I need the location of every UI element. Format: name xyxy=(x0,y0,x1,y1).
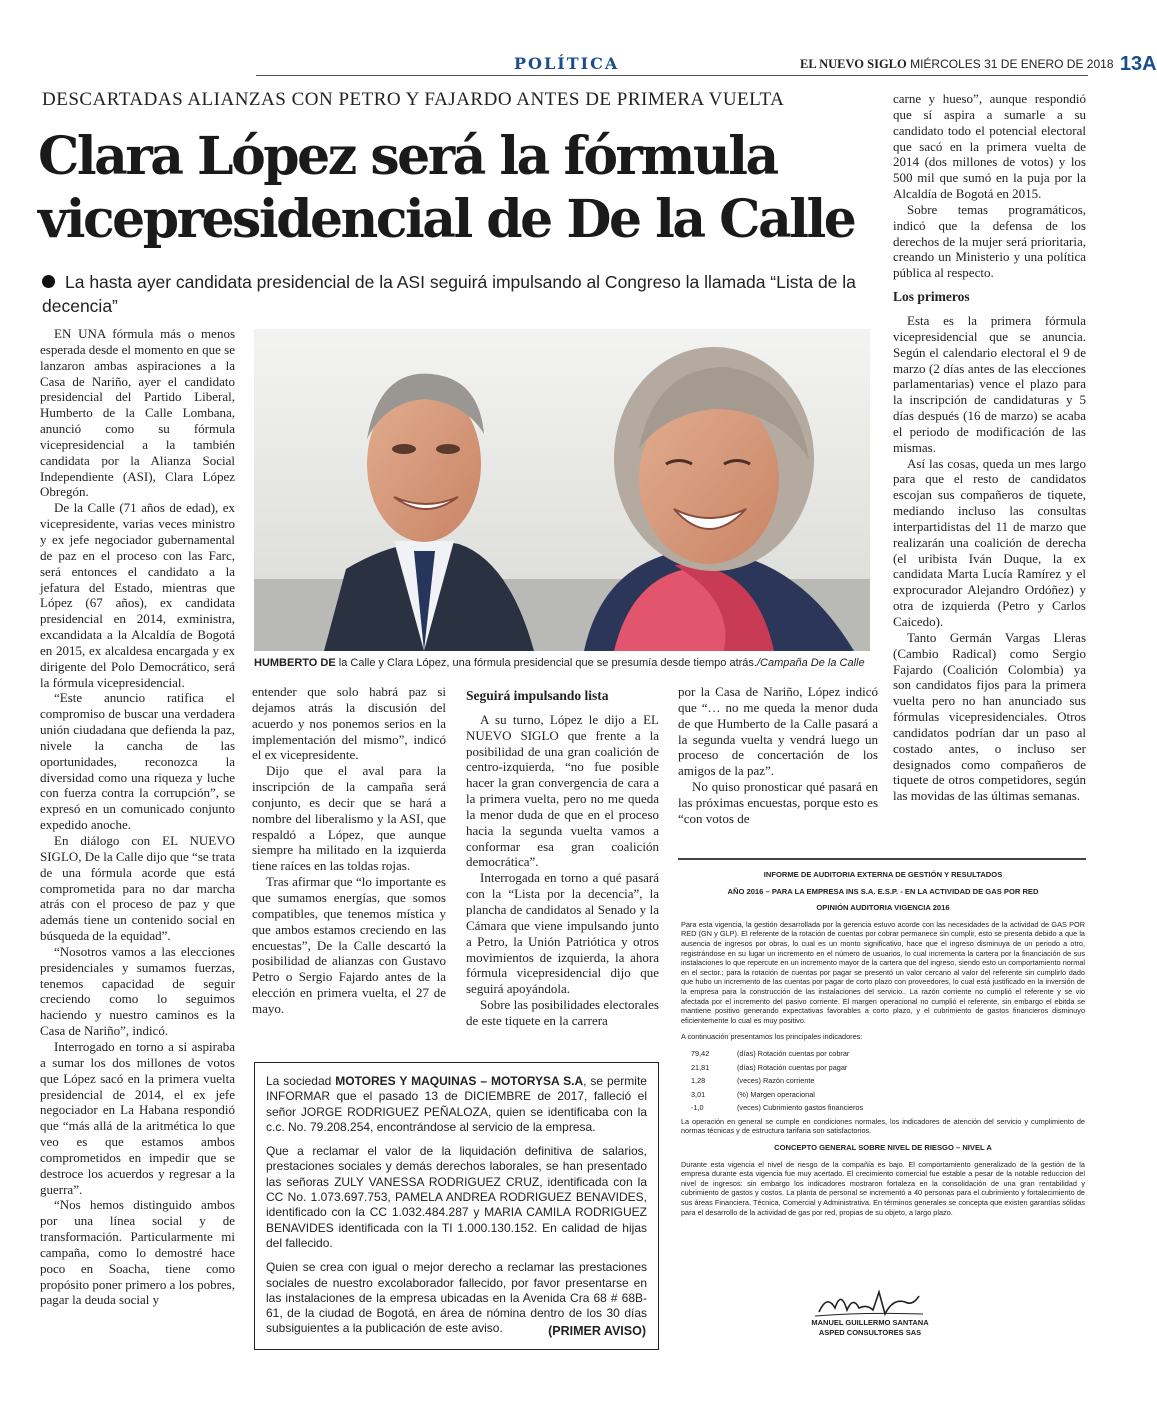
indicator-row xyxy=(681,1049,1085,1059)
paragraph: entender que solo habrá paz si dejamos atrás la discusión del acuerdo y nos ponemos serios en la implementación del mismo”, indicó el ex vicepresidente. xyxy=(252,684,446,763)
paragraph: Esta es la primera fórmula vicepresidencial que se anuncia. Según el calendario electoral el 9 de marzo (2 días antes de las elecciones parlamentarias) vence el plazo para la inscripción de candidaturas y 5 días después (16 de marzo) se acaba el periodo de modificación de las mismas. xyxy=(893,312,1086,455)
audit-title-1: INFORME DE AUDITORIA EXTERNA DE GESTIÓN Y RESULTADOS xyxy=(763,870,1003,879)
audit-body-3: La operación en general se cumple en condiciones normales, los indicadores de atención del servicio y cumplimiento de normas técnicas y de estructura tarifaria son satisfactorios. xyxy=(681,1116,1085,1136)
kicker: DESCARTADAS ALIANZAS CON PETRO Y FAJARDO ANTES DE PRIMERA VUELTA xyxy=(42,89,785,110)
paragraph: Tanto Germán Vargas Lleras (Cambio Radical) como Sergio Fajardo (Coalición Colombia) ya son candidatos fijos para la primera vuelta pero no han anunciado sus fórmulas vicepresidenciales. Otros candidatos podrían dar un paso al costado antes, o incluso ser designados como compañeros de tiquete de otros competidores, según las movidas de las últimas semanas. xyxy=(893,629,1086,804)
issue-date: MIÉRCOLES 31 DE ENERO DE 2018 xyxy=(910,57,1114,71)
audit-title-4: CONCEPTO GENERAL SOBRE NIVEL DE RIESGO – NIVEL A xyxy=(774,1143,992,1153)
article-column-5 xyxy=(893,91,1086,804)
article-photo xyxy=(254,329,870,651)
indicator-label: (veces) Razón corriente xyxy=(737,1076,815,1086)
paragraph: EN UNA fórmula más o menos esperada desde el momento en que se lanzaron ambas aspiraciones a la Casa de Nariño, ayer el candidato presidencial del Partido Liberal, Humberto de la Calle Lombana, anunció como su fórmula vicepresidencial a la también candidata por la Alianza Social Independiente (ASI), Clara López Obregón. xyxy=(40,326,235,500)
indicator-value: -1,0 xyxy=(691,1103,704,1113)
notice-paragraph-2: Que a reclamar el valor de la liquidación definitiva de salarios, prestaciones sociales y demás derechos laborales, se han presentado las señoras ZULY VANESSA RODRIGUEZ CRUZ, identificada con la CC No. 1.073.697.753, PAMELA ANDREA RODRIGUEZ BENAVIDES, identificado con la CC 1.032.484.287 y MARIA CAMILA RODRIGUEZ BENAVIDES identificada con la TI 1.000.130.152. En calidad de hijas del fallecido. xyxy=(266,1144,647,1250)
signer-name: MANUEL GUILLERMO SANTANA xyxy=(811,1318,929,1327)
indicator-label: (días) Rotación cuentas por pagar xyxy=(737,1062,848,1072)
section-label: POLÍTICA xyxy=(514,54,620,73)
paragraph: “Este anuncio ratifica el compromiso de buscar una verdadera unión ciudadana que defienda la paz, nivele la cancha de las oportunidades, reconozca la diversidad como una riqueza y luche con fuerza contra la corrupción”, se expresó en un comunicado conjunto expedido anoche. xyxy=(40,690,235,833)
header-rule xyxy=(256,75,1088,76)
paragraph: A su turno, López le dijo a EL NUEVO SIGLO que frente a la posibilidad de una gran coalición de centro-izquierda, “no fue posible hacer la gran convergencia de cara a la primera vuelta, pero no me queda la menor duda de que en el proceso hacia la segunda vuelta vamos a conformar esa gran coalición democrática”. xyxy=(466,711,659,870)
paragraph: Sobre las posibilidades electorales de este tiquete en la carrera xyxy=(466,997,659,1028)
article-column-4 xyxy=(678,684,878,827)
caption-credit: /Campaña De la Calle xyxy=(757,657,865,669)
audit-signer xyxy=(760,1318,980,1338)
audit-body-4: Durante esta vigencia el nivel de riesgo de la compañía es bajo. El comportamiento generalizado de la gestión de la empresa durante esta vigencia fue muy acertado. El crecimiento comercial fue estable a pesar de la notable reduccion del nivel de ingresos: sin embargo los indicadores mostraron fortaleza en la consolidación de una gran rentabilidad y cubrimiento de gastos y costos. La planta de personal se incrementó a 40 personas para el cubrimiento y fortalecimiento de sus áreas Financiera, Técnica, Comercial y Administrativa. En términos generales se concepta que existen garantías sólidas para el desarrollo de la actividad de gas por red, propias de su objeto, a largo plazo. xyxy=(681,1159,1085,1217)
audit-report xyxy=(681,870,1085,1224)
paragraph: Interrogada en torno a qué pasará con la “Lista por la decencia”, la plancha de candidatos al Senado y la Cámara que viene impulsando junto a Petro, la Unión Patriótica y otros movimientos de izquierda, la ahora fórmula vicepresidencial dijo que seguirá apoyándola. xyxy=(466,870,659,997)
audit-rule xyxy=(678,858,1086,860)
indicator-label: (veces) Cubrimiento gastos financieros xyxy=(737,1103,864,1113)
subheading: Los primeros xyxy=(893,289,970,305)
paragraph: De la Calle (71 años de edad), ex vicepresidente, varias veces ministro y ex jefe negociador gubernamental de paz en el proceso con las Farc, será entonces el candidato a la jefatura del Estado, mientras que López (67 años), ex candidata presidencial en 2014, exministra, excandidata a la Alcaldía de Bogotá en 2015, ex alcaldesa encargada y ex dirigente del Polo Democrático, será la fórmula vicepresidencial. xyxy=(40,500,235,690)
article-column-1 xyxy=(40,326,235,1308)
article-column-3 xyxy=(466,684,659,1029)
indicator-row xyxy=(681,1103,1085,1113)
subhead-text: La hasta ayer candidata presidencial de la ASI seguirá impulsando al Congreso la llamada “Lista de la decencia” xyxy=(42,272,856,316)
indicator-value: 3,01 xyxy=(691,1089,706,1099)
audit-body-2: A continuación presentamos los principales indicadores: xyxy=(681,1032,863,1042)
paper-name: EL NUEVO SIGLO xyxy=(800,57,907,71)
headline-line-1: Clara López será la fórmula xyxy=(38,126,777,187)
paragraph: En diálogo con EL NUEVO SIGLO, De la Calle dijo que “se trata de una fórmula acorde que está comprometida para no dar marcha atrás con el proceso de paz y que además tiene un contenido social en búsqueda de la equidad”. xyxy=(40,833,235,944)
caption-text: la Calle y Clara López, una fórmula presidencial que se presumía desde tiempo atrás. xyxy=(335,657,757,669)
company-name: MOTORES Y MAQUINAS – MOTORYSA S.A xyxy=(335,1074,584,1088)
paragraph: carne y hueso”, aunque respondió que sí aspira a sumarle a su candidato todo el potencial electoral que sacó en la primera vuelta de 2014 (dos millones de votos) y los 500 mil que sumó en la puja por la Alcaldía de Bogotá en 2015. xyxy=(893,91,1086,202)
indicator-row xyxy=(681,1090,1085,1100)
indicator-label: (días) Rotación cuentas por cobrar xyxy=(737,1048,850,1058)
photo-illustration xyxy=(254,329,870,651)
indicator-list xyxy=(681,1049,1085,1113)
audit-title-3: OPINIÓN AUDITORIA VIGENCIA 2016 xyxy=(816,903,950,913)
notice-paragraph-1 xyxy=(266,1074,647,1135)
subheading: Seguirá impulsando lista xyxy=(466,688,609,703)
page-number: 13A xyxy=(1119,53,1157,75)
paragraph: “Nosotros vamos a las elecciones presidenciales y sumamos fuerzas, tenemos capacidad de seguir creciendo como lo seguimos haciendo y nuestro caminos es la Casa de Nariño”, indicó. xyxy=(40,943,235,1039)
headline xyxy=(38,125,883,251)
subhead xyxy=(42,270,882,318)
indicator-value: 1,28 xyxy=(691,1076,706,1086)
photo-caption xyxy=(254,657,874,669)
paragraph: “Nos hemos distinguido ambos por una línea social y de transformación. Particularmente mi campaña, como lo demostré hace poco en Soacha, tiene como propósito poner primero a los pobres, pagar la deuda social y xyxy=(40,1197,235,1308)
indicator-value: 79,42 xyxy=(691,1048,710,1058)
notice-paragraph-3: Quien se crea con igual o mejor derecho a reclamar las prestaciones sociales de nuestro excolaborador fallecido, por favor presentarse en las instalaciones de la empresa ubicadas en la Avenida Cra 68 # 68B-61, de la ciudad de Bogotá, en área de nómina dentro de los 30 días subsiguientes a la publicación de este aviso. xyxy=(266,1260,647,1336)
paragraph: por la Casa de Nariño, López indicó que “… no me queda la menor duda de que Humberto de la Calle pasará a la segunda vuelta y vendrá luego un proceso de concertación de los amigos de la paz”. xyxy=(678,684,878,779)
paragraph: Dijo que el aval para la inscripción de la campaña será conjunto, es decir que se hará a nombre del liberalismo y la ASI, que respaldó a López, que aunque siempre ha militado en la izquierda tiene raíces en las toldas rojas. xyxy=(252,763,446,874)
article-column-2 xyxy=(252,684,446,1017)
indicator-row xyxy=(681,1063,1085,1073)
paragraph: Tras afirmar que “lo importante es que sumamos energías, que somos compatibles, que tenemos mística y que ambos estamos creciendo en las encuestas”, De la Calle descartó la posibilidad de alianzas con Gustavo Petro o Sergio Fajardo antes de la elección en primera vuelta, el 27 de mayo. xyxy=(252,874,446,1016)
indicator-value: 21,81 xyxy=(691,1062,710,1072)
paragraph: No quiso pronosticar qué pasará en las próximas encuestas, porque esto es “con votos de xyxy=(678,779,879,826)
headline-line-2: vicepresidencial de De la Calle xyxy=(38,189,855,250)
masthead xyxy=(800,53,1157,76)
notice-text: La sociedad xyxy=(266,1074,336,1088)
paragraph: Interrogado en torno a si aspiraba a sumar los dos millones de votos que López sacó en la primera vuelta presidencial de 2014, el ex jefe negociador en La Habana respondió que “más allá de la aritmética lo que veo es que estamos ambos comprometidos en impedir que se destroce los acuerdos y regresar a la guerra”. xyxy=(40,1038,235,1197)
obituary-notice xyxy=(254,1062,659,1350)
notice-signoff: (PRIMER AVISO) xyxy=(548,1323,646,1338)
audit-title-2: AÑO 2016 – PARA LA EMPRESA INS S.A. E.S.P. - EN LA ACTIVIDAD DE GAS POR RED xyxy=(727,886,1039,896)
paragraph: Sobre temas programáticos, indicó que la defensa de los derechos de la mujer será prioritaria, creando un Ministerio y una política pública al respecto. xyxy=(893,201,1086,281)
bullet-icon xyxy=(42,275,55,288)
indicator-label: (%) Margen operacional xyxy=(737,1089,815,1099)
caption-lead: HUMBERTO DE xyxy=(254,657,336,669)
audit-body-1: Para esta vigencia, la gestión desarrollada por la gerencia estuvo acorde con las necesidades de la actividad de GAS POR RED (GN y GLP). El referente de la rotación de cuentas por cobrar permanece sin cumplir, esto se presenta debido a que la ausencia de ingresos por obras, lo cual es un monto significativo, hace que el ingreso disminuya de un periodo a otro, registrándose en su lugar un incremento en el número de usuarios, lo cual incrementa la cartera por la financiación de sus instalaciones lo que repercute en un incremento mayor de la cartera que del ingreso, siendo esto un comportamiento normal en el sector.; para la rotación de cuentas por pagar se presentó un valor cercano al valor del referente sin cumplirlo dado que hubo un incremento de las cuentas por pagar de corto plazo con proveedores, lo cual está justificado en la inversión de la empresa para la construcción de las instalaciones del servicio.. La razón corriente no cumplió el referente y se vio afectada por el incremento del pasivo corriente. El margen operacional no cumplió el referente, sin embargo el ebitda se mantiene positivo generando expectativas favorables a corto plazo, y el cubrimiento de gastos financieros disminuyo eficientemente lo cual es muy positivo. xyxy=(681,919,1085,1025)
notice-text: , se permite INFORMAR que el pasado 13 de DICIEMBRE de 2017, falleció el señor JORGE RODRIGUEZ PEÑALOZA, quien se identificaba con la c.c. No. 79.208.254, encontrándose al servicio de la empresa. xyxy=(266,1074,647,1134)
signer-company: ASPED CONSULTORES SAS xyxy=(818,1328,922,1337)
indicator-row xyxy=(681,1076,1085,1086)
paragraph: Así las cosas, queda un mes largo para que el resto de candidatos escojan sus compañeros de tiquete, mediando incluso las consultas interpartidistas del 11 de marzo que realizarán una coalición de derecha (el uribista Iván Duque, la ex candidata Marta Lucía Ramírez y el exprocurador Alejandro Ordóñez) y otra de izquierda (Petro y Carlos Caicedo). xyxy=(893,455,1086,629)
